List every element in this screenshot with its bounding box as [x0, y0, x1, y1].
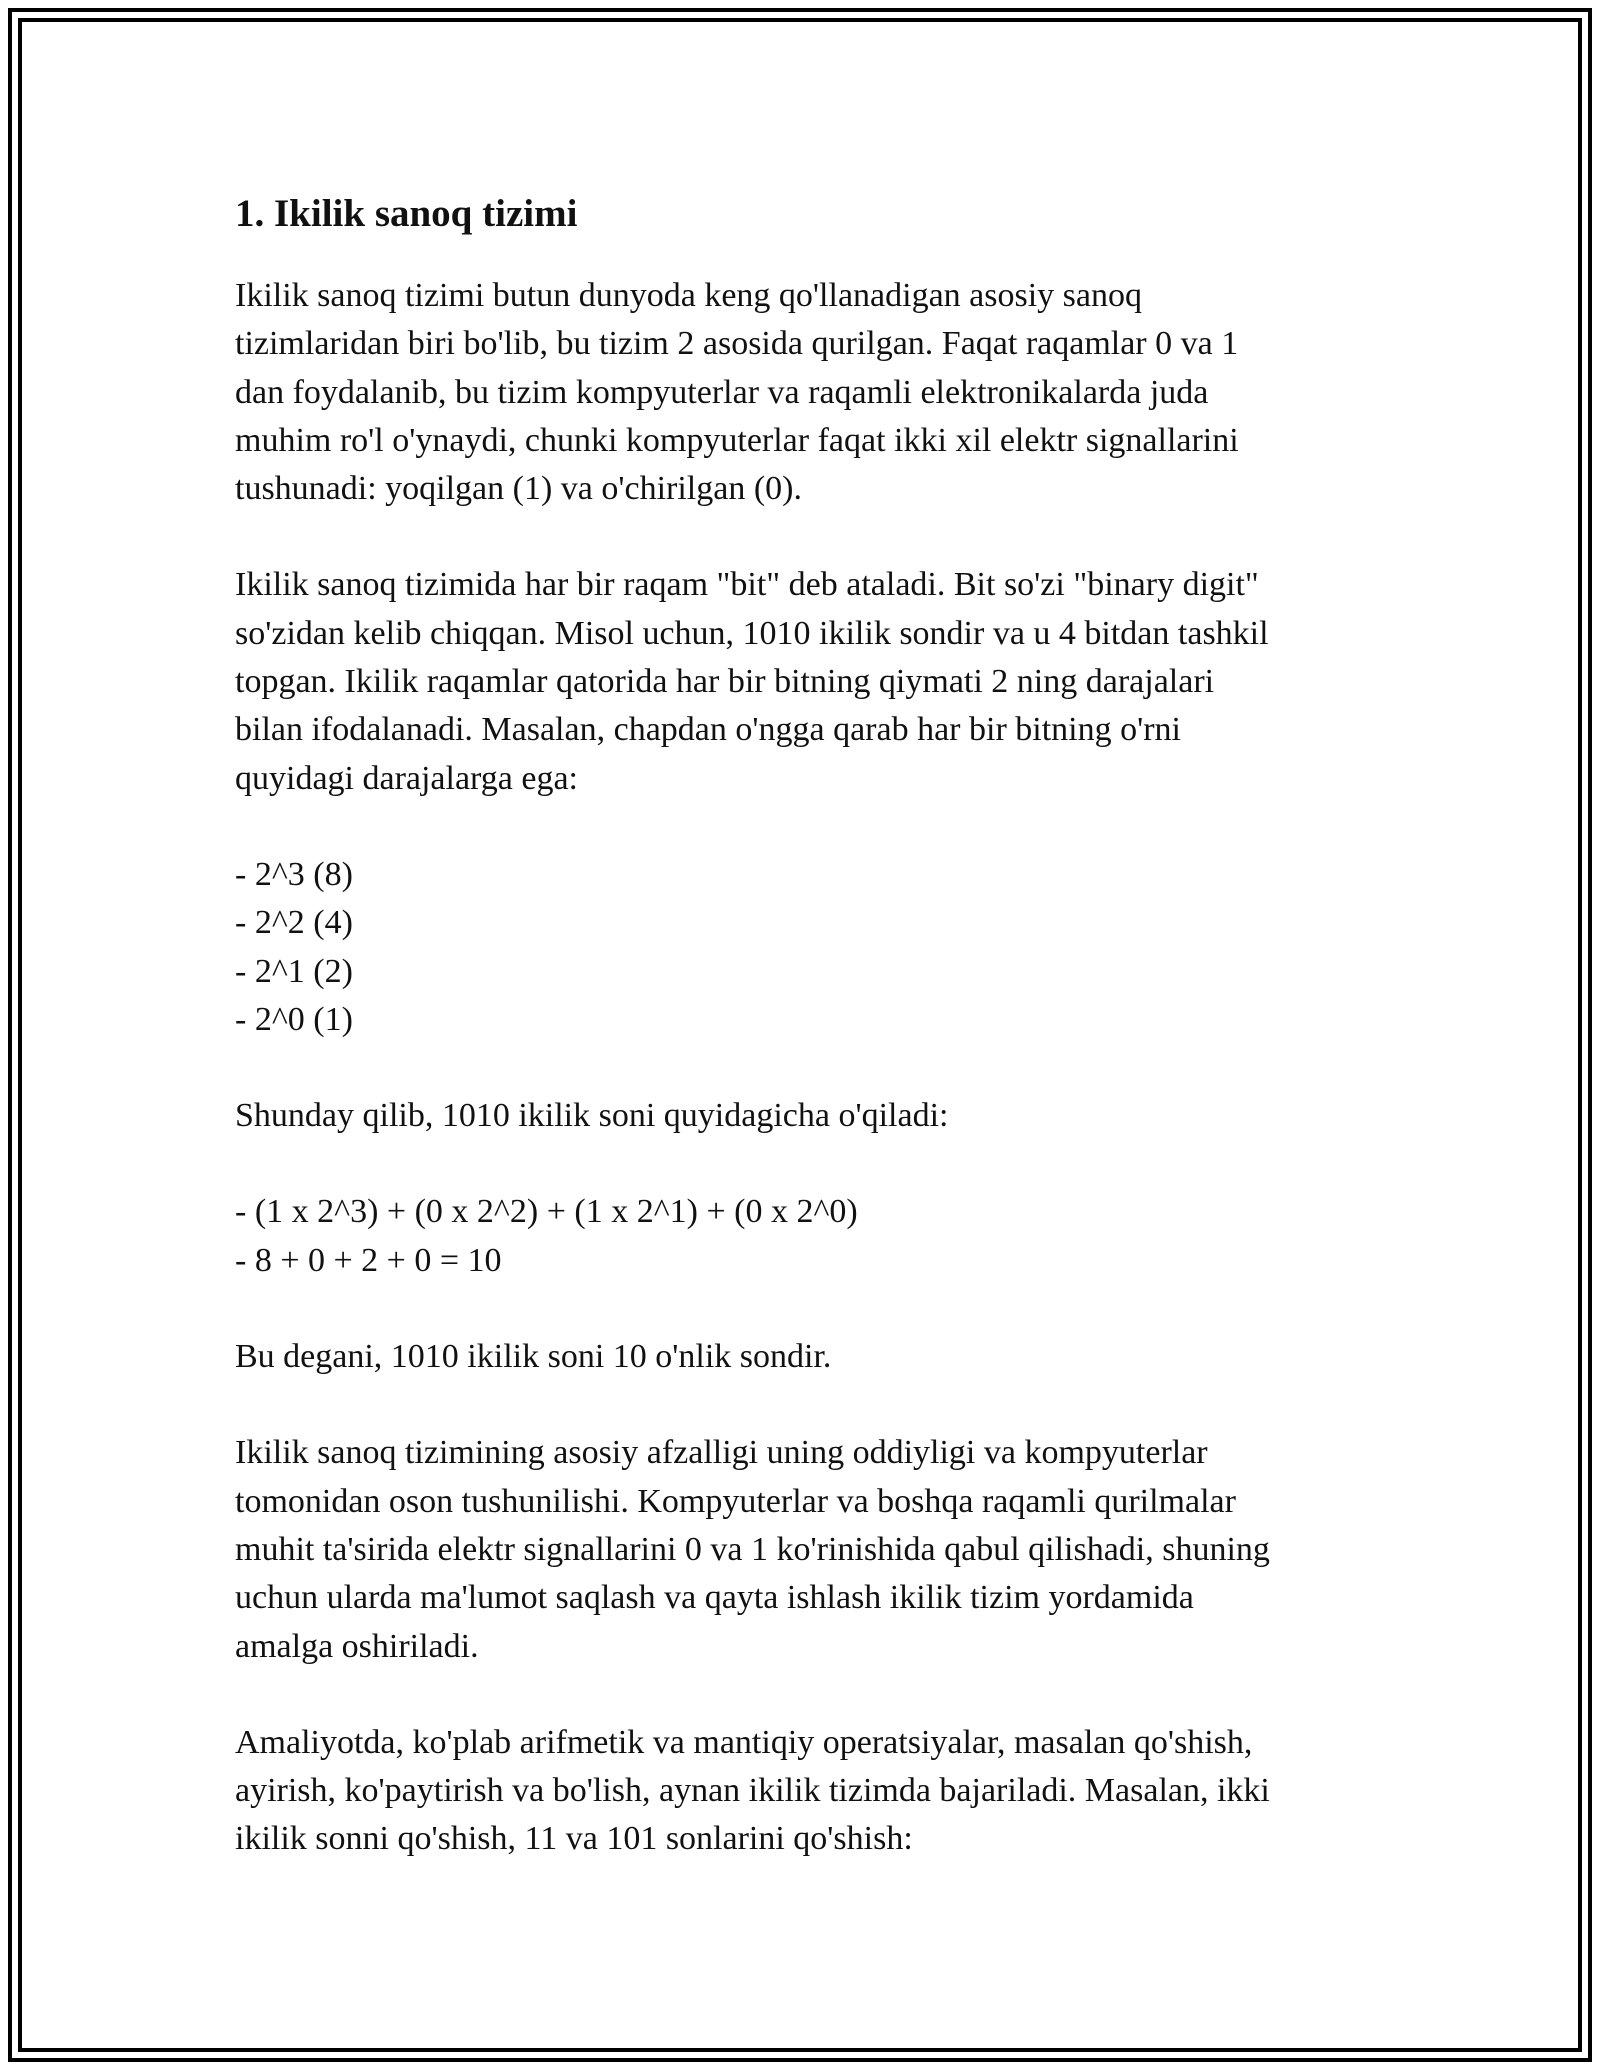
calculation-list: - (1 x 2^3) + (0 x 2^2) + (1 x 2^1) + (0 x 2^0) - 8 + 0 + 2 + 0 = 10 — [235, 1193, 858, 1279]
paragraph-advantages: Ikilik sanoq tizimining asosiy afzalligi uning oddiyligi va kompyuterlar tomonidan oson tushunilishi. Kompyuterlar va boshqa raqamli qurilmalar muhit ta'sirida elektr signallarini 0 va 1 ko'rinishida qabul qilishadi, shuning uchun ularda ma'lumot saqlash va qayta ishlash ikilik tizim yordamida amalga oshiriladi. — [235, 1434, 1270, 1665]
paragraph-result: Bu degani, 1010 ikilik soni 10 o'nlik sondir. — [235, 1338, 832, 1376]
paragraph-intro: Ikilik sanoq tizimi butun dunyoda keng qo'llanadigan asosiy sanoq tizimlaridan biri bo'lib, bu tizim 2 asosida qurilgan. Faqat raqamlar 0 va 1 dan foydalanib, bu tizim kompyuterlar va raqamli elektronikalarda juda muhim ro'l o'ynaydi, chunki kompyuterlar faqat ikki xil elektr signallarini tushunadi: yoqilgan (1) va o'chirilgan (0). — [235, 277, 1239, 508]
paragraph-bit-definition: Ikilik sanoq tizimida har bir raqam "bit" deb ataladi. Bit so'zi "binary digit" so'zidan kelib chiqqan. Misol uchun, 1010 ikilik sondir va u 4 bitdan tashkil topgan. Ikilik raqamlar qatorida har bir bitning qiymati 2 ning darajalari bilan ifodalanadi. Masalan, chapdan o'ngga qarab har bir bitning o'rni quyidagi darajalarga ega: — [235, 566, 1269, 797]
paragraph-reading-intro: Shunday qilib, 1010 ikilik soni quyidagicha o'qiladi: — [235, 1097, 949, 1135]
powers-of-two-list: - 2^3 (8) - 2^2 (4) - 2^1 (2) - 2^0 (1) — [235, 855, 353, 1038]
document-body — [235, 188, 1365, 1864]
section-heading: 1. Ikilik sanoq tizimi — [235, 192, 578, 235]
paragraph-practice: Amaliyotda, ko'plab arifmetik va mantiqiy operatsiyalar, masalan qo'shish, ayirish, ko'paytirish va bo'lish, aynan ikilik tizimda bajariladi. Masalan, ikki ikilik sonni qo'shish, 11 va 101 sonlarini qo'shish: — [235, 1723, 1270, 1858]
